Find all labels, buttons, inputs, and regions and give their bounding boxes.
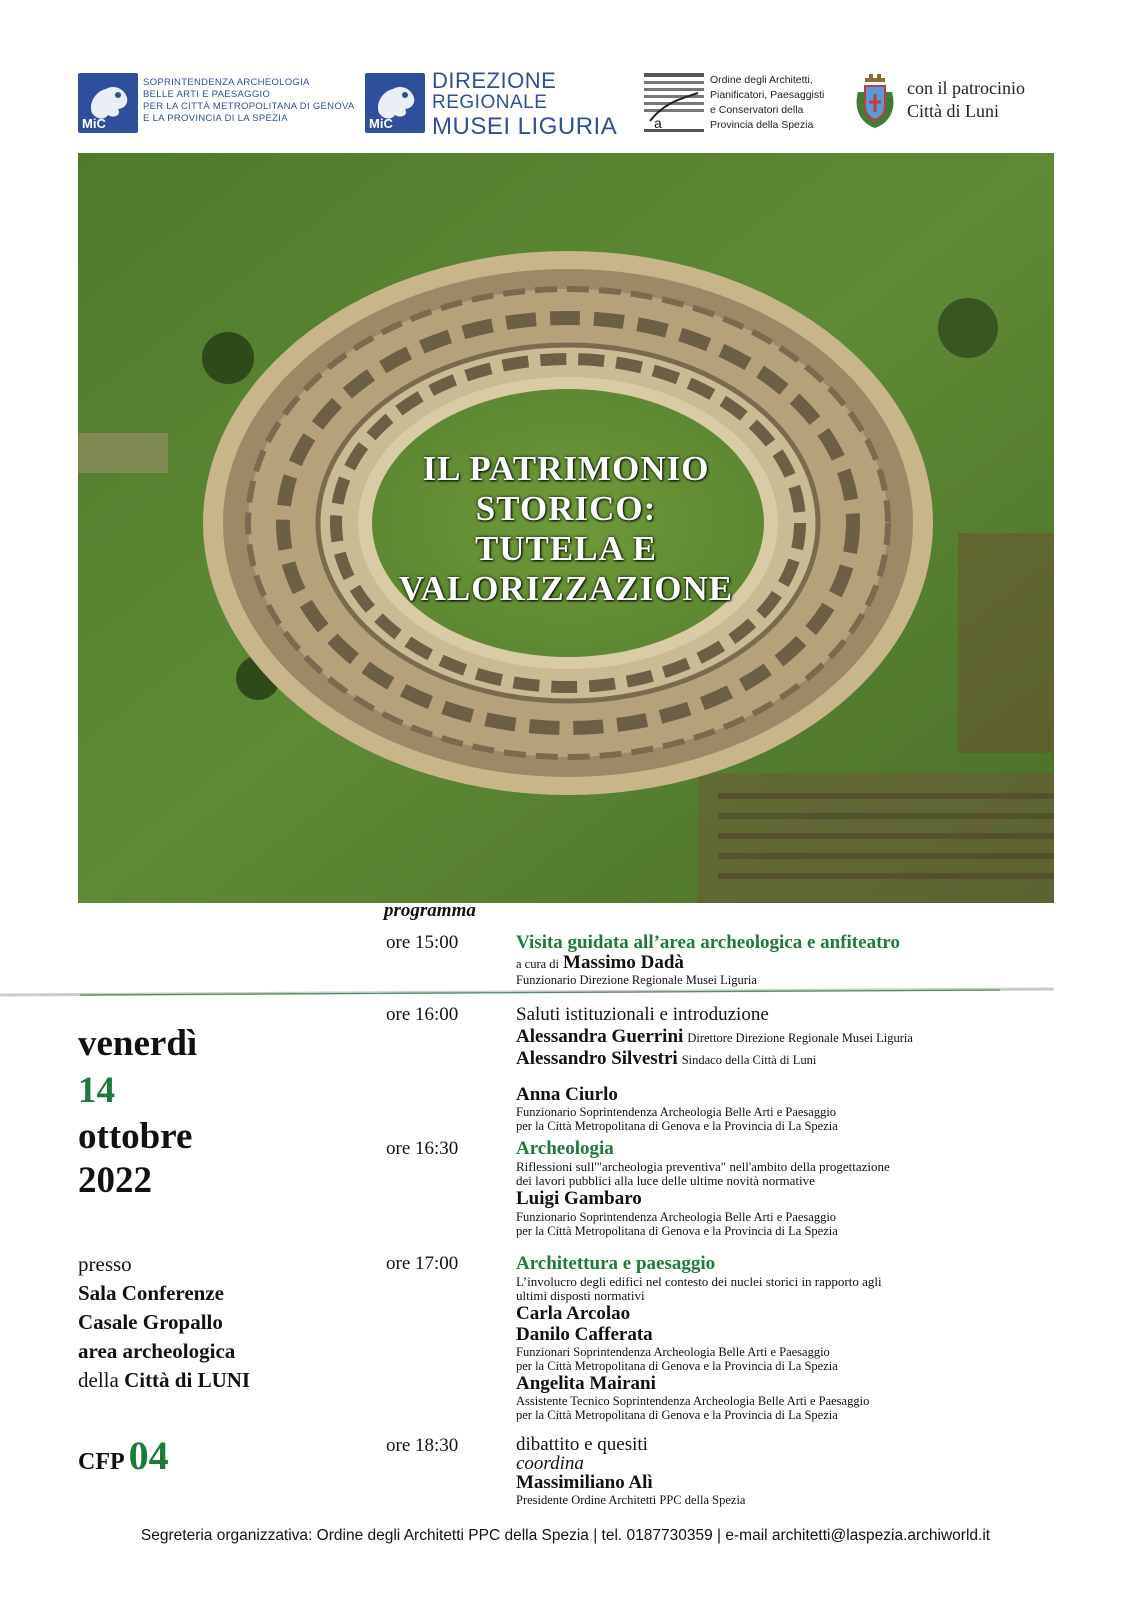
cfp-credits: [78, 1432, 169, 1479]
event-venue: [78, 1250, 250, 1395]
session-1630: [516, 1138, 1056, 1238]
venue-city: Città di LUNI: [124, 1368, 251, 1392]
hero-title-line-1: IL PATRIMONIO: [422, 449, 710, 488]
speaker-ciurlo-role-1: Funzionario Soprintendenza Archeologia Belle Arti e Paesaggio: [516, 1105, 837, 1119]
curator-prefix: a cura di: [516, 957, 560, 971]
ordine-mark-letter: a: [654, 115, 662, 131]
hero-title-line-3: TUTELA E: [474, 529, 658, 568]
coat-of-arms-icon: [852, 72, 898, 132]
speaker-silvestri: [516, 1048, 1056, 1070]
session-1700-desc-1: L’involucro degli edifici nel contesto dei nuclei storici in rapporto agli: [516, 1274, 882, 1289]
session-1600: [516, 1004, 1056, 1133]
speaker-mairani-name: Angelita Mairani: [516, 1373, 656, 1394]
patrocinio: [907, 77, 1025, 123]
speakers-role-1: Funzionari Soprintendenza Archeologia Belle Arti e Paesaggio: [516, 1345, 830, 1359]
ordine-stripes-icon: [644, 73, 704, 133]
ordine-name: [710, 73, 824, 133]
speaker-guerrini: [516, 1026, 1056, 1048]
hero-image: [78, 153, 1054, 903]
session-1500: [516, 932, 1056, 987]
venue-line-1: Sala Conferenze: [78, 1281, 225, 1305]
speaker-role: Sindaco della Città di Luni: [681, 1053, 817, 1067]
drm-name: [432, 70, 617, 140]
session-1600-title: Saluti istituzionali e introduzione: [516, 1004, 769, 1025]
drm-line-1: DIREZIONE: [432, 68, 557, 93]
time-1700: ore 17:00: [386, 1253, 459, 1274]
session-1500-curator: [516, 954, 1056, 973]
speaker-name: Alessandro Silvestri: [516, 1048, 678, 1069]
venue-della: della: [78, 1368, 119, 1392]
cfp-value: 04: [128, 1433, 169, 1478]
speaker-ciurlo-role-2: per la Città Metropolitana di Genova e la Provincia di La Spezia: [516, 1119, 838, 1133]
separator-line: [0, 987, 1054, 999]
drm-mic-label: MiC: [369, 116, 393, 131]
time-1500: ore 15:00: [386, 932, 459, 953]
time-1600: ore 16:00: [386, 1004, 459, 1025]
venue-line-2: Casale Gropallo: [78, 1310, 223, 1334]
speaker-ali-name: Massimiliano Alì: [516, 1472, 653, 1493]
speaker-gambaro-name: Luigi Gambaro: [516, 1188, 642, 1209]
venue-presso: presso: [78, 1252, 132, 1276]
venue-city-line: [78, 1366, 250, 1395]
drm-line-2: REGIONALE: [432, 92, 548, 113]
session-1630-desc-2: dei lavori pubblici alla luce delle ultime novità normative: [516, 1173, 815, 1188]
session-1830: [516, 1435, 1056, 1507]
cfp-label: CFP: [78, 1449, 125, 1475]
session-1830-title: dibattito e quesiti: [516, 1434, 648, 1455]
hero-title: [78, 449, 1054, 609]
session-1700: [516, 1253, 1056, 1422]
sopr-line-3: PER LA CITTÀ METROPOLITANA DI GENOVA: [143, 101, 355, 112]
session-1700-title: Architettura e paesaggio: [516, 1253, 716, 1274]
speaker-mairani-role-1: Assistente Tecnico Soprintendenza Archeologia Belle Arti e Paesaggio: [516, 1394, 870, 1408]
date-weekday: venerdì: [78, 1023, 198, 1064]
ordine-line-2: Pianificatori, Paesaggisti: [710, 89, 825, 101]
speaker-name: Alessandra Guerrini: [516, 1026, 684, 1047]
sopr-name: [143, 77, 355, 125]
venue-line-3: area archeologica: [78, 1339, 236, 1363]
speaker-gambaro-role-1: Funzionario Soprintendenza Archeologia Belle Arti e Paesaggio: [516, 1210, 837, 1224]
ordine-logo: [644, 73, 704, 133]
speaker-ciurlo-name: Anna Ciurlo: [516, 1084, 618, 1105]
session-1630-title: Archeologia: [516, 1138, 614, 1159]
hero-title-line-2: STORICO:: [475, 489, 657, 528]
footer-contact: Segreteria organizzativa: Ordine degli Architetti PPC della Spezia | tel. 0187730359 | e-mail architetti@laspezia.archiworld.it: [140, 1527, 991, 1544]
sopr-line-4: E LA PROVINCIA DI LA SPEZIA: [143, 113, 288, 124]
time-1830: ore 18:30: [386, 1435, 459, 1456]
session-1700-desc-2: ultimi disposti normativi: [516, 1288, 645, 1303]
speaker-name: Massimo Dadà: [563, 952, 684, 973]
luni-crest: [852, 72, 898, 132]
drm-line-3: MUSEI LIGURIA: [432, 113, 618, 140]
speaker-mairani-role-2: per la Città Metropolitana di Genova e la Provincia di La Spezia: [516, 1408, 838, 1422]
date-day: 14: [78, 1070, 115, 1111]
session-1500-title: Visita guidata all’area archeologica e anfiteatro: [516, 932, 900, 953]
time-1630: ore 16:30: [386, 1138, 459, 1159]
sopr-mic-label: MiC: [82, 116, 106, 131]
date-year: 2022: [78, 1160, 152, 1201]
session-1630-desc-1: Riflessioni sull'"archeologia preventiva" nell'ambito della progettazione: [516, 1159, 890, 1174]
patrocinio-line-1: con il patrocinio: [907, 78, 1025, 98]
sopr-line-2: BELLE ARTI E PAESAGGIO: [143, 89, 271, 100]
event-date: [78, 1021, 197, 1203]
header-logos: [0, 0, 1131, 150]
speaker-arcolao-name: Carla Arcolao: [516, 1303, 631, 1324]
patrocinio-line-2: Città di Luni: [907, 101, 999, 121]
sopr-line-1: SOPRINTENDENZA ARCHEOLOGIA: [143, 77, 310, 88]
hero-title-line-4: VALORIZZAZIONE: [398, 569, 734, 608]
speaker-gambaro-role-2: per la Città Metropolitana di Genova e la Provincia di La Spezia: [516, 1224, 838, 1238]
ordine-line-3: e Conservatori della: [710, 104, 804, 116]
ordine-line-1: Ordine degli Architetti,: [710, 74, 813, 86]
sopr-mic-logo: [78, 73, 138, 133]
ordine-line-4: Provincia della Spezia: [710, 119, 814, 131]
drm-mic-logo: [365, 73, 425, 133]
speaker-role: Direttore Direzione Regionale Musei Liguria: [687, 1031, 913, 1045]
speaker-ali-role: Presidente Ordine Architetti PPC della Spezia: [516, 1493, 746, 1507]
speakers-role-2: per la Città Metropolitana di Genova e la Provincia di La Spezia: [516, 1359, 838, 1373]
date-month: ottobre: [78, 1116, 193, 1157]
session-1830-coord: coordina: [516, 1453, 584, 1474]
program-label: programma: [384, 900, 476, 921]
speaker-role: Funzionario Direzione Regionale Musei Liguria: [516, 973, 757, 987]
speaker-cafferata-name: Danilo Cafferata: [516, 1324, 653, 1345]
